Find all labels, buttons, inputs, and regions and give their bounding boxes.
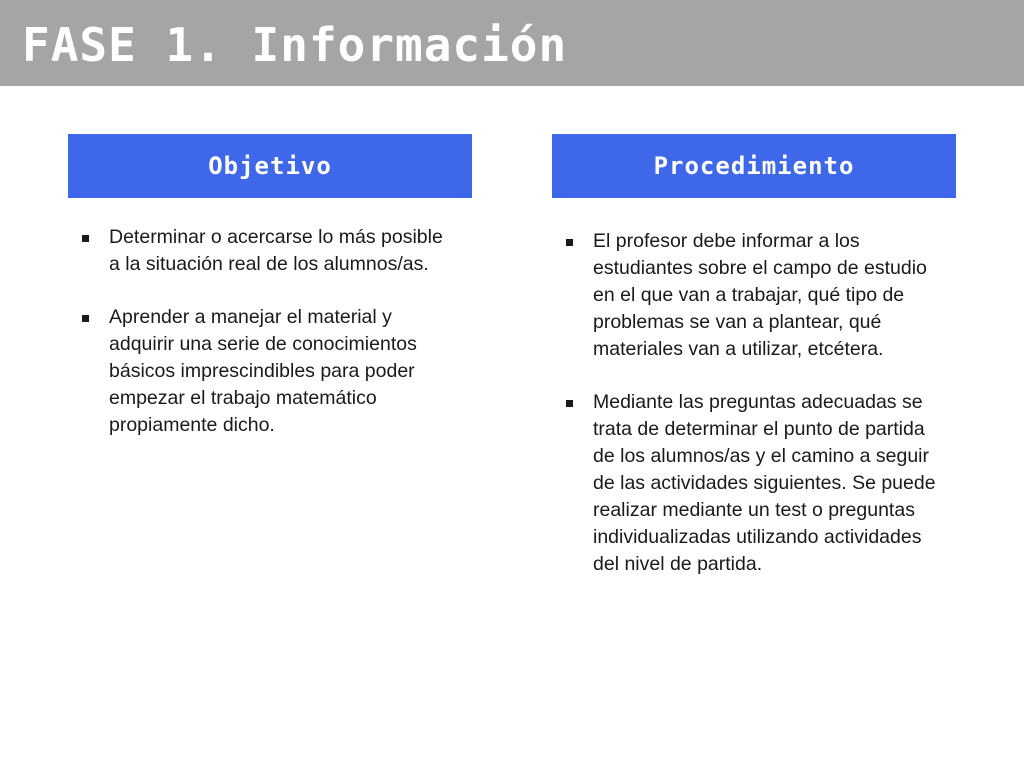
square-bullet-icon [566, 239, 573, 246]
objetivo-bullet-list [68, 224, 472, 439]
bullet-text: Mediante las preguntas adecuadas se trata de determinar el punto de partida de los alumnos/as y el camino a seguir de las actividades siguientes. Se puede realizar mediante un test o preguntas individualizadas utilizando actividades del nivel de partida. [593, 391, 936, 575]
square-bullet-icon [82, 315, 89, 322]
procedimiento-bullet-list [552, 228, 956, 578]
list-item [564, 389, 938, 578]
procedimiento-column [552, 134, 956, 604]
square-bullet-icon [566, 400, 573, 407]
list-item [80, 304, 449, 439]
list-item [564, 228, 938, 363]
bullet-text: Determinar o acercarse lo más posible a la situación real de los alumnos/as. [109, 226, 443, 275]
procedimiento-header: Procedimiento [552, 134, 956, 198]
bullet-text: El profesor debe informar a los estudiantes sobre el campo de estudio en el que van a trabajar, qué tipo de problemas se van a plantear, qué materiales van a utilizar, etcétera. [593, 230, 927, 360]
square-bullet-icon [82, 235, 89, 242]
objetivo-column [68, 134, 472, 465]
objetivo-header: Objetivo [68, 134, 472, 198]
title-bar [0, 0, 1024, 86]
slide-title: FASE 1. Información [22, 18, 568, 72]
list-item [80, 224, 449, 278]
bullet-text: Aprender a manejar el material y adquirir una serie de conocimientos básicos imprescindibles para poder empezar el trabajo matemático propiamente dicho. [109, 306, 417, 436]
